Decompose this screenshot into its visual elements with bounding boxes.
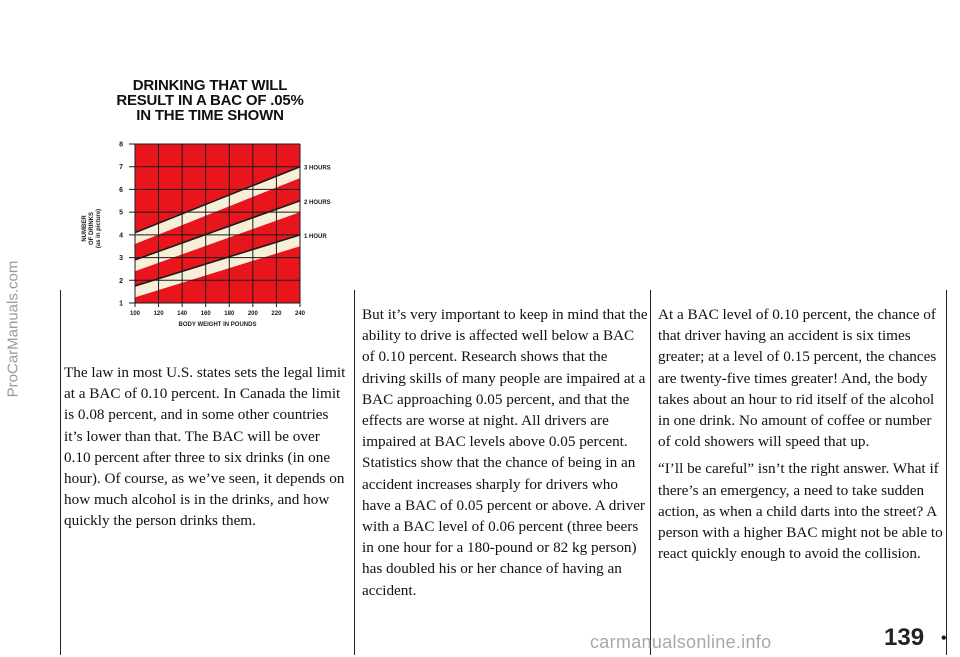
chart-title-line: IN THE TIME SHOWN (136, 107, 284, 124)
x-tick-label: 100 (129, 311, 141, 317)
page-bullet: • (941, 630, 947, 647)
y-tick-label: 3 (119, 255, 123, 263)
paragraph: The law in most U.S. states sets the legal limit at a BAC of 0.10 percent. In Canada the limit is 0.08 percent, and in some other countries it’s lower than that. The BAC will be over 0.10 percent after three to six drinks (in one hour). Of course, as we’ve seen, it depends on how much alcohol is in the drinks, and how quickly the person drinks them. (64, 364, 346, 530)
y-tick-label: 7 (119, 164, 123, 172)
paragraph: “I’ll be careful” isn’t the right answer. What if there’s an emergency, a need to take sudden action, as when a child darts into the street? A person with a higher BAC might not be able to react quickly enough to avoid the collision. (658, 460, 943, 563)
y-tick-label: 2 (119, 277, 123, 285)
y-tick-label: 6 (119, 186, 123, 194)
chart-title-line: DRINKING THAT WILL (132, 77, 288, 94)
chart-title-line: RESULT IN A BAC OF .05% (116, 92, 304, 109)
side-watermark (2, 0, 24, 657)
x-tick-label: 160 (200, 311, 211, 317)
y-tick-label: 4 (119, 232, 123, 240)
x-tick-label: 120 (153, 311, 164, 317)
column-rule (60, 290, 61, 655)
text-column-3 (658, 304, 944, 570)
paragraph: At a BAC level of 0.10 percent, the chance of that driver having an accident is six times greater; at a level of 0.15 percent, the chances are twenty-five times greater! And, the body takes about an hour to rid itself of the alcohol in one drink. No amount of coffee or number of cold showers will speed that up. (658, 306, 937, 451)
bac-chart (60, 130, 360, 330)
page-number: 139 (884, 624, 925, 651)
x-tick-label: 140 (177, 311, 188, 317)
text-column-2 (362, 304, 648, 607)
series-label: 2 HOURS (304, 199, 331, 206)
footer-watermark: carmanualsonline.info (590, 632, 772, 652)
x-tick-label: 220 (271, 311, 282, 317)
x-tick-label: 200 (247, 311, 258, 317)
y-tick-label: 5 (119, 209, 123, 217)
column-rule (354, 290, 355, 655)
x-tick-label: 180 (224, 311, 235, 317)
side-watermark-text: ProCarManuals.com (4, 260, 22, 397)
x-axis-label: BODY WEIGHT IN POUNDS (178, 322, 257, 328)
series-label: 1 HOUR (304, 233, 327, 240)
y-axis-label: NUMBER (82, 215, 88, 242)
y-axis-label: OF DRINKS (89, 212, 95, 245)
y-tick-label: 8 (119, 141, 123, 149)
column-rule (946, 290, 947, 655)
text-column-1 (64, 362, 348, 538)
x-tick-label: 240 (294, 311, 306, 317)
y-axis-label: (as in picture) (96, 208, 102, 249)
column-rule (650, 290, 651, 655)
chart-title (110, 78, 310, 123)
y-tick-label: 1 (119, 300, 123, 308)
series-label: 3 HOURS (304, 165, 331, 172)
paragraph: But it’s very important to keep in mind that the ability to drive is affected well below a BAC of 0.10 percent. Research shows that the driving skills of many people are impaired at a BAC approaching 0.05 percent, and that the effects are worse at night. All drivers are impaired at BAC levels above 0.05 percent. Statistics show that the chance of being in an accident increases sharply for drivers who have a BAC of 0.05 percent or above. A driver with a BAC level of 0.06 percent (three beers in one hour for a 180-pound or 82 kg person) has doubled his or her chance of having an accident. (362, 306, 648, 599)
